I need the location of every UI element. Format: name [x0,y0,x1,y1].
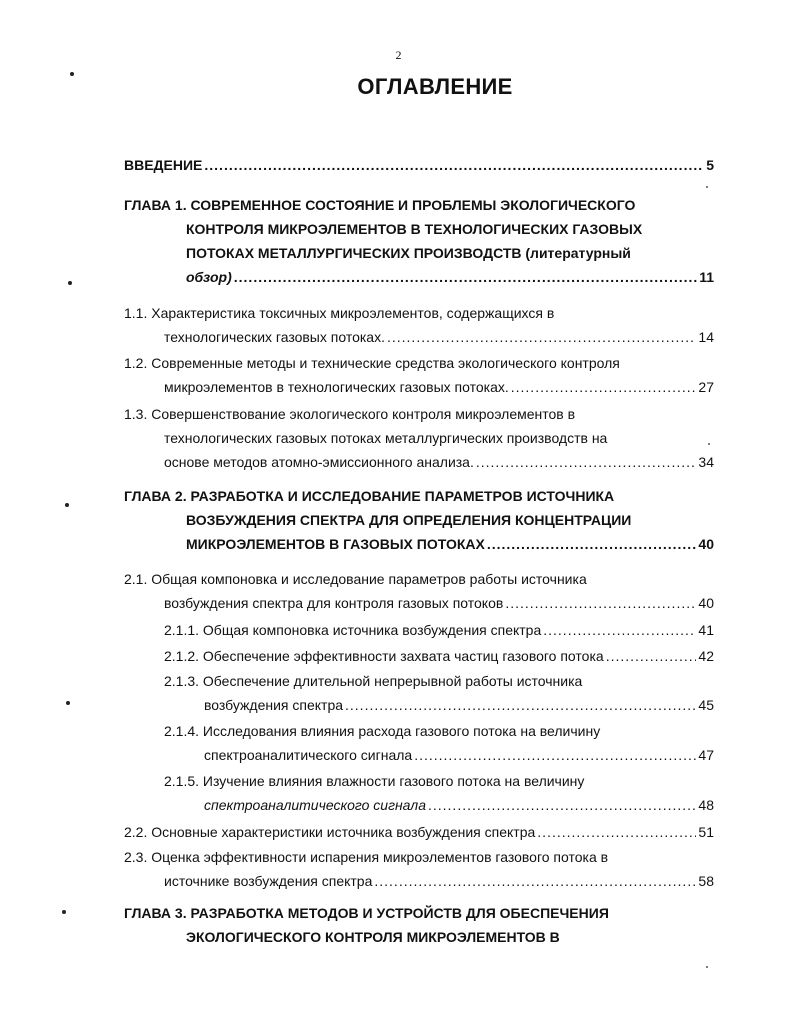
toc-entry-section-2-3[interactable]: 2.3. Оценка эффективности испарения микроэлементов газового потока в источнике возбуждения спектра ..... 58 [124,845,714,893]
scan-speck [706,186,708,188]
page-ref: 58 [698,873,714,889]
page-ref: 51 [698,824,714,840]
toc-entry-section-2-1-3[interactable]: 2.1.3. Обеспечение длительной непрерывной работы источника возбуждения спектра ..... 45 [164,669,714,717]
page-ref: 14 [698,329,714,345]
toc-entry-chapter-1[interactable]: ГЛАВА 1. СОВРЕМЕННОЕ СОСТОЯНИЕ И ПРОБЛЕМЫ ЭКОЛОГИЧЕСКОГО КОНТРОЛЯ МИКРОЭЛЕМЕНТОВ В ТЕХНОЛОГИЧЕСКИХ ГАЗОВЫХ ПОТОКАХ МЕТАЛЛУРГИЧЕСКИХ ПРОИЗВОДСТВ (литературный обзор) ..... 11 [124,193,714,289]
scan-speck [70,72,74,76]
toc-entry-section-2-1-4[interactable]: 2.1.4. Исследования влияния расхода газового потока на величину спектроаналитического сигнала ..... 47 [164,719,714,767]
page-ref: 40 [698,595,714,611]
page-ref: 41 [698,622,714,638]
page-ref: 45 [698,697,714,713]
page-ref: 27 [698,379,714,395]
scan-speck [68,281,72,285]
page-ref: 5 [706,157,714,173]
toc-entry-section-1-1[interactable]: 1.1. Характеристика токсичных микроэлементов, содержащихся в технологических газовых потоках. ..... 14 [124,301,714,349]
page-ref: 42 [698,648,714,664]
page-ref: 34 [698,454,714,470]
toc-entry-section-2-1-5[interactable]: 2.1.5. Изучение влияния влажности газового потока на величину спектроаналитического сигнала ..... 48 [164,769,714,817]
toc-entry-introduction[interactable]: ВВЕДЕНИЕ ..... 5 [124,153,714,177]
toc-entry-chapter-2[interactable]: ГЛАВА 2. РАЗРАБОТКА И ИССЛЕДОВАНИЕ ПАРАМЕТРОВ ИСТОЧНИКА ВОЗБУЖДЕНИЯ СПЕКТРА ДЛЯ ОПРЕДЕЛЕНИЯ КОНЦЕНТРАЦИИ МИКРОЭЛЕМЕНТОВ В ГАЗОВЫХ ПОТОКАХ ..... 40 [124,484,714,556]
toc-entry-section-2-1[interactable]: 2.1. Общая компоновка и исследование параметров работы источника возбуждения спектра для контроля газовых потоков ..... 40 [124,567,714,615]
toc-entry-section-1-2[interactable]: 1.2. Современные методы и технические средства экологического контроля микроэлементов в технологических газовых потоках. ..... 27 [124,351,714,399]
page-ref: 47 [698,747,714,763]
scan-speck [706,966,708,968]
page-title: ОГЛАВЛЕНИЕ [357,74,513,99]
toc-entry-section-2-2[interactable]: 2.2. Основные характеристики источника возбуждения спектра ..... 51 [124,820,714,844]
page-ref: 11 [699,269,714,285]
scan-speck [65,503,69,507]
scan-speck [62,910,66,914]
page-ref: 48 [698,797,714,813]
toc-entry-section-2-1-1[interactable]: 2.1.1. Общая компоновка источника возбуждения спектра ..... 41 [164,618,714,642]
scan-speck [66,701,70,705]
page-number: 2 [395,48,402,62]
toc-entry-section-2-1-2[interactable]: 2.1.2. Обеспечение эффективности захвата частиц газового потока ..... 42 [164,644,714,668]
toc-entry-section-1-3[interactable]: 1.3. Совершенствование экологического контроля микроэлементов в технологических газовых потоках металлургических производств на основе методов атомно-эмиссионного анализа. ..... 34 [124,402,714,474]
toc-entry-chapter-3[interactable]: ГЛАВА 3. РАЗРАБОТКА МЕТОДОВ И УСТРОЙСТВ ДЛЯ ОБЕСПЕЧЕНИЯ ЭКОЛОГИЧЕСКОГО КОНТРОЛЯ МИКРОЭЛЕМЕНТОВ В [124,905,609,945]
page-ref: 40 [698,536,714,552]
